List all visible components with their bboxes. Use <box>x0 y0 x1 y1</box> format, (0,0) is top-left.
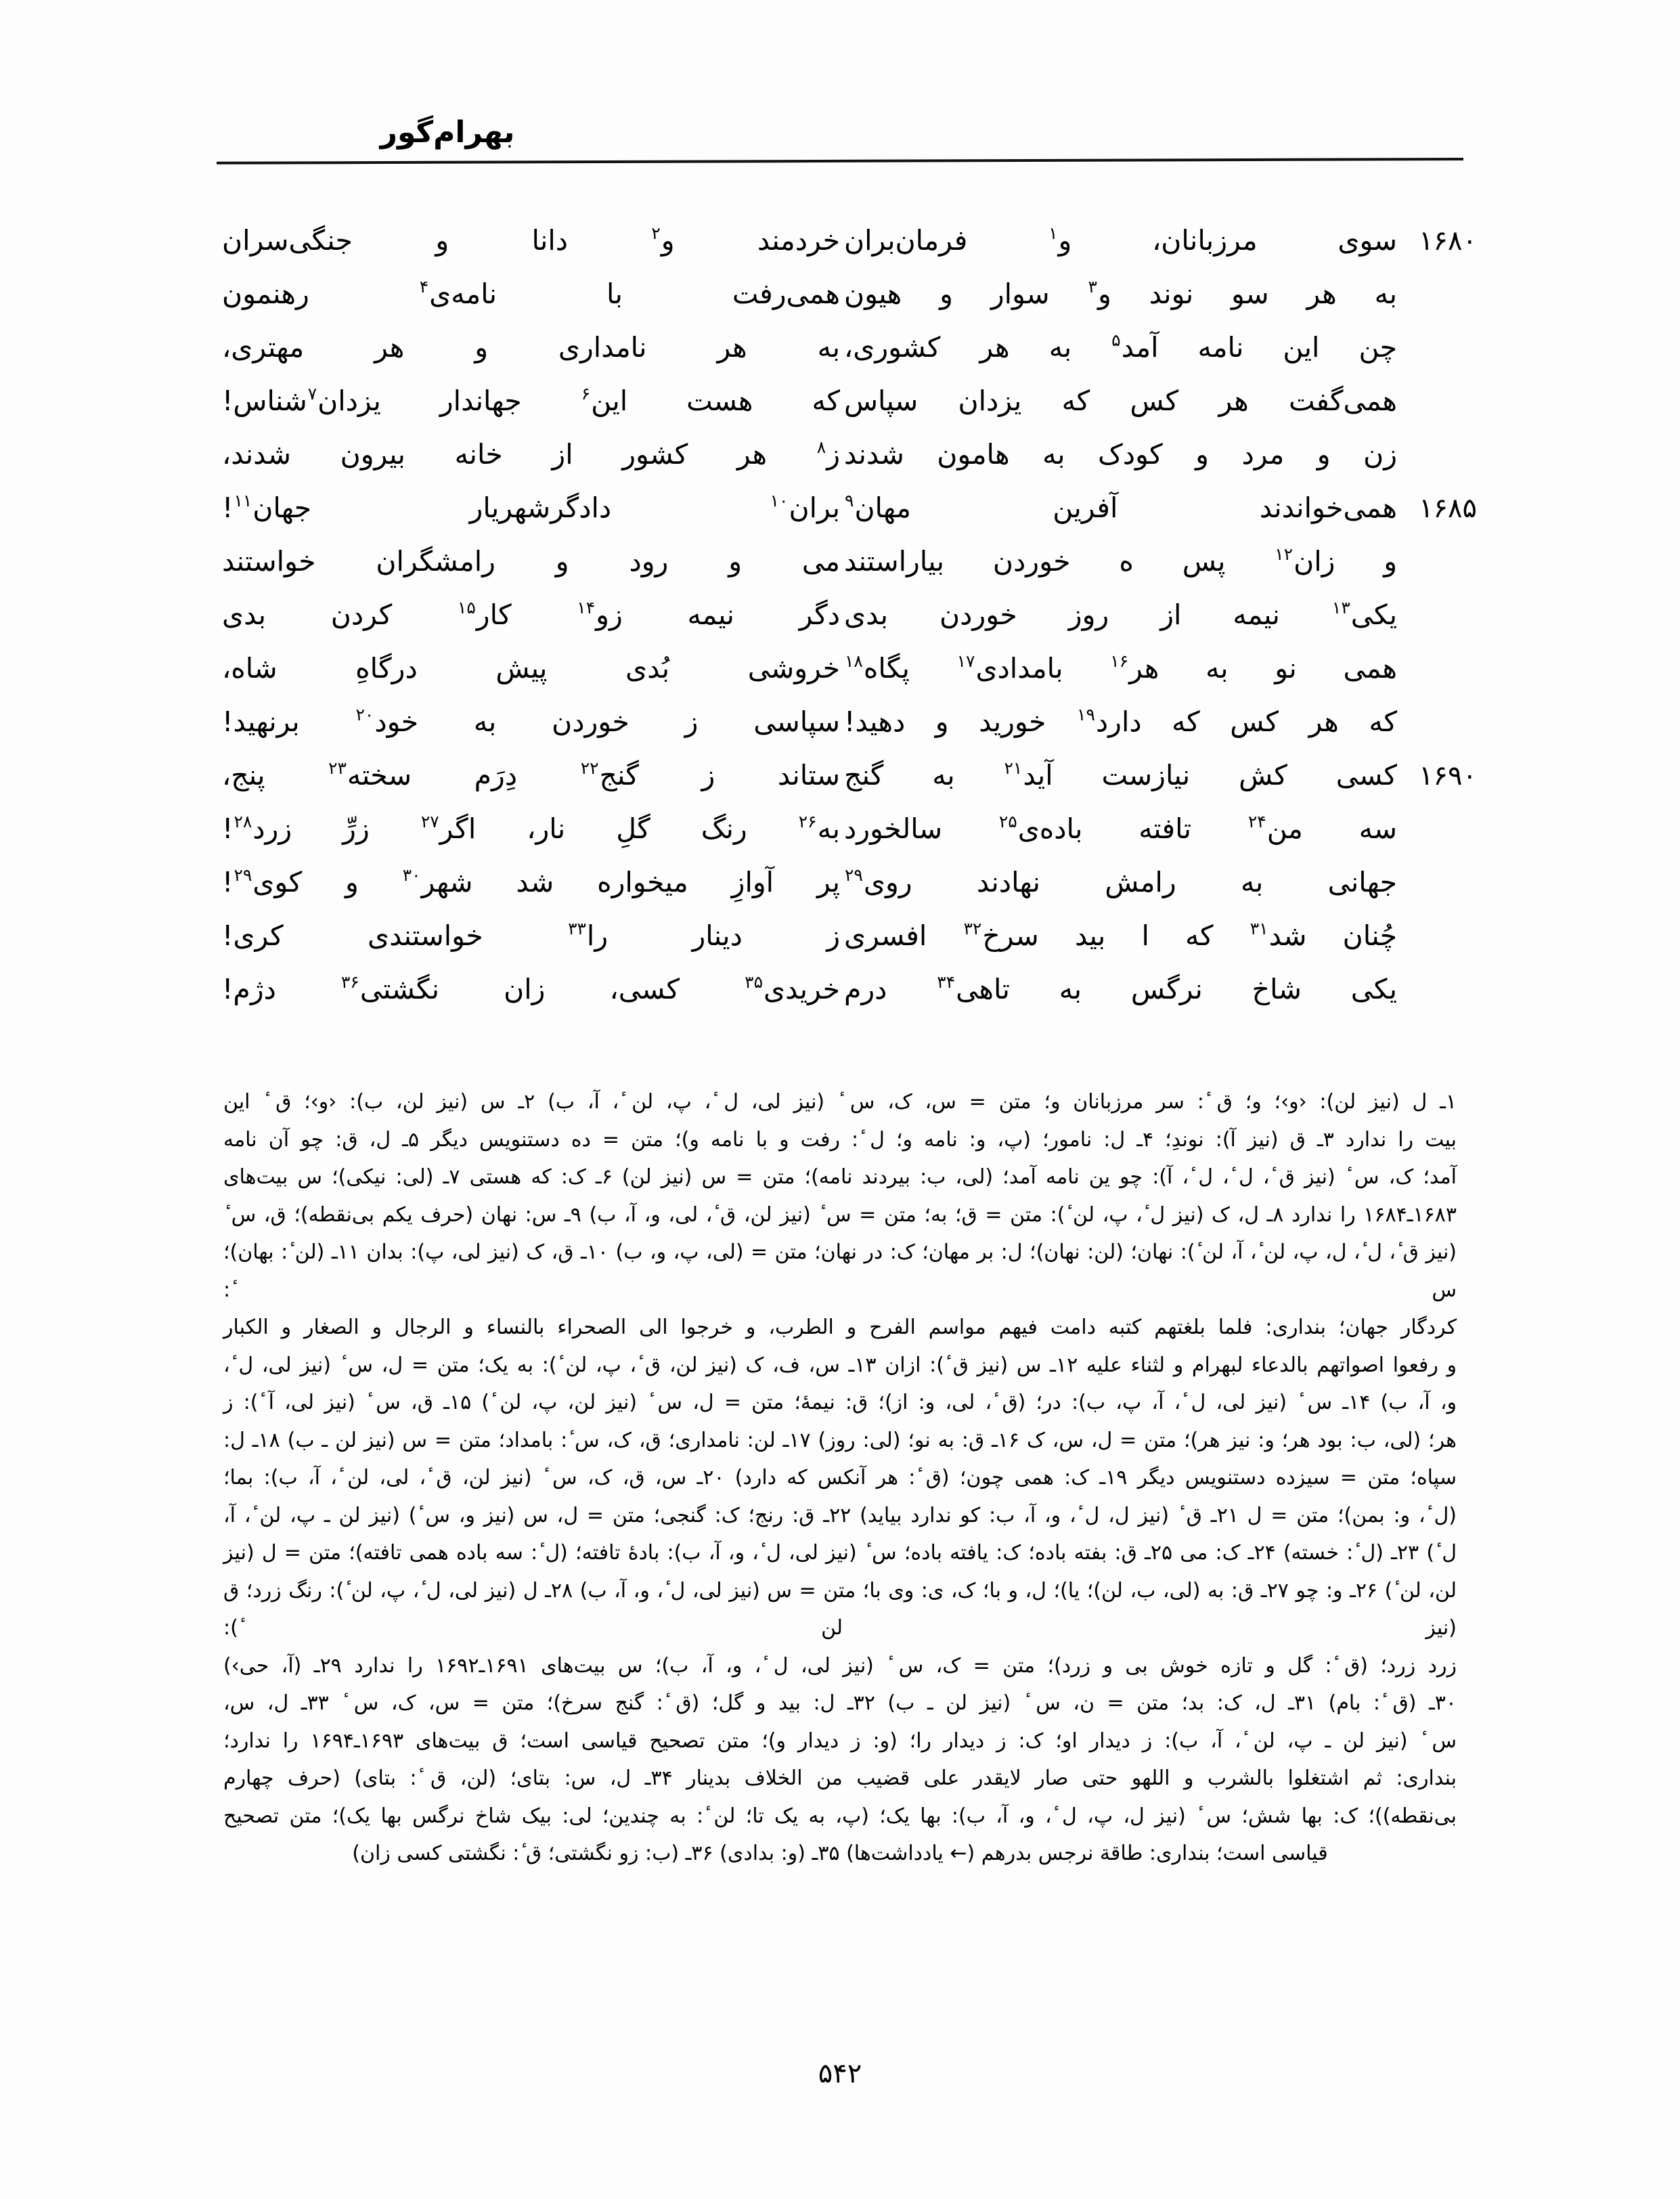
verse-number <box>1397 653 1477 684</box>
critical-apparatus <box>223 1083 1457 1873</box>
apparatus-line: ۳۰ـ (ق ٔ: بام) ۳۱ـ ل، ک: بد؛ متن = ن، س ٔ (نیز لن ـ ب) ۳۲ـ ل: بید و گل؛ (ق ٔ: گنج سرخ)؛ متن = س، ک، س ٔ ۳۳ـ ل، س، <box>223 1691 1457 1715</box>
hemistich-second <box>203 865 840 898</box>
hemistich-second <box>203 652 840 684</box>
hemistich-first <box>840 385 1477 417</box>
apparatus-line: س ٔ (نیز لن ـ پ، لن ٔ، آ، ب): ز دیدار او؛ ک: ز دیدار را؛ (و: ز دیدار و)؛ متن تصحیح قیاسی است؛ ق بیت‌های ۱۶۹۳ـ۱۶۹۴ را ندارد؛ <box>223 1728 1457 1753</box>
hemistich-second-text: خریدی$^{۳۵}$ کسی، زان نگشتی$^{۳۶}$ دژم! <box>222 972 840 1005</box>
hemistich-first-text: چن این نامه آمد$^۵$ به هر کشوری، <box>844 330 1397 364</box>
verse-number: ۱۶۸۰ <box>1419 225 1477 257</box>
verse-number <box>1397 546 1477 578</box>
hemistich-first-text: سه من$^{۲۴}$ تافته باده‌ی$^{۲۵}$ سالخورد <box>844 812 1397 845</box>
hemistich-first-text: به هر سو نوند و$^۳$ سوار و هیون <box>844 277 1398 310</box>
verse-number <box>1397 867 1477 898</box>
verse-line <box>203 651 1477 705</box>
hemistich-first <box>840 705 1477 738</box>
verse-line <box>203 437 1477 491</box>
apparatus-line: زرد زرد؛ (ق ٔ: گل و تازه خوش بی و زرد)؛ متن = ک، س ٔ (نیز لی، ل ٔ، و، آ، ب)؛ س بیت‌های ۱۶۹۱ـ۱۶۹۲ را ندارد ۲۹ـ (آ، حی›) <box>223 1653 1457 1678</box>
verse-line <box>203 812 1477 865</box>
verse-number: ۱۶۸۵ <box>1419 493 1477 524</box>
verse-line <box>203 865 1477 919</box>
hemistich-second <box>203 705 840 738</box>
hemistich-second-text: به$^{۲۶}$ رنگ گلِ نار، اگر$^{۲۷}$ زرِّ زرد$^{۲۸}$! <box>222 812 840 845</box>
hemistich-second-text: دگر نیمه زو$^{۱۴}$ کار$^{۱۵}$ کردن بدی <box>222 598 841 631</box>
verse-number <box>1397 974 1477 1005</box>
hemistich-second-text: ز$^۸$ هر کشور از خانه بیرون شدند، <box>222 437 840 471</box>
hemistich-second-text: خروشی بُدی پیش درگاهِ شاه، <box>222 652 840 684</box>
apparatus-line: و، آ، ب) ۱۴ـ س ٔ (نیز لی، ل ٔ، آ، پ، ب): در؛ (ق ٔ، لی، و: از)؛ ق: نیمهٔ؛ متن = ل، س ٔ (نیز لن، پ، لن ٔ) ۱۵ـ ق، س ٔ (نیز لی، آ ٔ): ز <box>223 1391 1457 1414</box>
hemistich-first <box>840 277 1477 310</box>
hemistich-first-text: سوی مرزبانان، و$^۱$ فرمان‌بران <box>844 223 1397 257</box>
apparatus-line: بیت را ندارد ۳ـ ق (نیز آ): نوندِ؛ ۴ـ ل: نامور؛ (پ، و: نامه و؛ ل ٔ: رفت و با نامه و)؛ متن = ده دستنویس دیگر ۵ـ ل، ق: چو آن نامه <box>223 1127 1457 1152</box>
verse-line <box>203 919 1477 972</box>
hemistich-second <box>203 598 840 631</box>
verse-number <box>1397 279 1477 310</box>
hemistich-second <box>203 277 840 310</box>
apparatus-line: (نیز ق ٔ، ل ٔ، ل، پ، لن ٔ، آ، لن ٔ): نهان؛ (لن: نهان)؛ ل: بر مهان؛ ک: در نهان؛ متن = (لی، پ، و، ب) ۱۰ـ ق، ک (نیز لی، پ): بدان ۱۱ـ (لن ٔ: بهان)؛ س ٔ: <box>223 1240 1457 1302</box>
page-number: ۵۴۲ <box>818 2058 862 2089</box>
hemistich-first-text: همی نو به هر$^{۱۶}$ بامدادی$^{۱۷}$ پگاه$^{۱۸}$ <box>845 651 1397 684</box>
hemistich-first <box>840 598 1477 631</box>
apparatus-line: ل ٔ) ۲۳ـ (ل ٔ: خسته) ۲۴ـ ک: می ۲۵ـ ق: بفته باده؛ ک: یافته باده؛ س ٔ (نیز لی، ل ٔ، و، آ، ب): بادهٔ تافته؛ (ل ٔ: سه باده همی تافته)؛ متن = ل (نیز <box>223 1541 1457 1565</box>
apparatus-line: ۱۶۸۳ـ۱۶۸۴ را ندارد ۸ـ ل، ک (نیز ل ٔ، پ، لن ٔ): متن = ق؛ به؛ متن = س ٔ (نیز لن، ق ٔ، لی، و، آ، ب) ۹ـ س: نهان (حرف یکم بی‌نقطه)؛ ق، س ٔ <box>223 1202 1457 1227</box>
hemistich-second-text: بران$^{۱۰}$ دادگرشهریار جهان$^{۱۱}$! <box>222 491 840 524</box>
verse-line <box>203 705 1477 758</box>
verse-number <box>1397 707 1477 738</box>
verse-number <box>1397 600 1477 631</box>
hemistich-second <box>203 437 840 471</box>
hemistich-second <box>203 491 840 524</box>
verse-number <box>1397 921 1477 952</box>
running-head-title: بهرام‌گور <box>380 115 515 150</box>
hemistich-second <box>203 812 840 845</box>
hemistich-first <box>840 865 1477 898</box>
hemistich-first-text: و زان$^{۱۲}$ پس ه خوردن بیاراستند <box>844 544 1397 578</box>
verse-number: ۱۶۹۰ <box>1419 760 1477 791</box>
apparatus-line: کردگار جهان؛ بنداری: فلما بلغتهم کتبه دامت فیهم مواسم الفرح و الطرب، و خرجوا الی الصحراء بالنساء و الرجال و الصغار و الکبار <box>223 1315 1457 1339</box>
apparatus-line: لن، لن ٔ) ۲۶ـ و: چو ۲۷ـ ق: به (لی، ب، لن)؛ یا)؛ ل، و با؛ ک، ی: وی با؛ متن = س (نیز لی، ل ٔ، و، آ، ب) ۲۸ـ ل (نیز لی، ل ٔ، پ، لن ٔ): رنگ زرد؛ ق (نیز لن ٔ): <box>223 1578 1457 1640</box>
apparatus-line: هر؛ (لی، ب: بود هر؛ و: نیز هر)؛ متن = ل، س، ک ۱۶ـ ق: به نو؛ (لی: روز) ۱۷ـ لن: نامداری؛ ق، ک، س ٔ: بامداد؛ متن = س (نیز لن ـ ب) ۱۸ـ ل: <box>223 1428 1457 1452</box>
verse-line <box>203 384 1477 437</box>
verse-number <box>1397 332 1477 364</box>
hemistich-second-text: ستاند ز گنج$^{۲۲}$ دِرَم سخته$^{۲۳}$ پنج، <box>222 758 840 791</box>
hemistich-first-text: که هر کس که دارد$^{۱۹}$ خورید و دهید! <box>844 705 1397 738</box>
hemistich-second <box>203 758 840 791</box>
hemistich-first <box>840 438 1477 471</box>
hemistich-second <box>203 919 840 952</box>
hemistich-first <box>840 223 1477 257</box>
running-head-block <box>217 115 1463 160</box>
hemistich-second-text: پر آوازِ میخواره شد شهر$^{۳۰}$ و کوی$^{۲۹}$! <box>222 865 840 898</box>
hemistich-second <box>203 545 840 578</box>
hemistich-second-text: ز دینار را$^{۳۳}$ خواستندی کری! <box>222 919 840 952</box>
verse-block <box>203 223 1477 1026</box>
verse-line <box>203 972 1477 1026</box>
verse-line <box>203 223 1477 277</box>
verse-line <box>203 758 1477 812</box>
hemistich-first <box>840 972 1477 1005</box>
verse-line <box>203 598 1477 651</box>
hemistich-second-text: همی‌رفت با نامه‌ی$^۴$ رهنمون <box>222 277 840 310</box>
verse-line <box>203 330 1477 384</box>
verse-line <box>203 491 1477 544</box>
apparatus-line: قیاسی است؛ بنداری: طاقة نرجس بدرهم (← یادداشت‌ها) ۳۵ـ (و: بدادی) ۳۶ـ (ب: زو نگشتی؛ ق ٔ: نگشتی کسی زان) <box>352 1842 1328 1865</box>
apparatus-line: آمد؛ ک، س ٔ (نیز ق ٔ، ل ٔ، ل ٔ، آ): چو ین نامه آمد؛ (لی، ب: بیردند نامه)؛ متن = س (نیز لن) ۶ـ ک: که هستی ۷ـ (لی: نیکی)؛ س بیت‌های <box>223 1165 1457 1189</box>
apparatus-line: و رفعوا اصواتهم بالدعاء لبهرام و لثناء علیه ۱۲ـ س (نیز ق ٔ): ازان ۱۳ـ س، ف، ک (نیز لن، ق ٔ، پ، لن ٔ): به یک؛ متن = ل، س ٔ (نیز لی، ل ٔ، <box>223 1353 1457 1377</box>
hemistich-first-text: چُنان شد$^{۳۱}$ که ا بید سرخ$^{۳۲}$ افسری <box>844 919 1397 952</box>
hemistich-first-text: یکی$^{۱۳}$ نیمه از روز خوردن بدی <box>844 598 1397 631</box>
hemistich-second <box>203 384 840 417</box>
hemistich-first <box>840 758 1477 791</box>
hemistich-first <box>840 330 1477 364</box>
hemistich-first <box>840 919 1477 952</box>
hemistich-first <box>840 491 1477 524</box>
header-rule <box>217 158 1463 165</box>
apparatus-line: بنداری: ثم اشتغلوا بالشرب و اللهو حتی صار لایقدر علی قضیب من الخلاف بدینار ۳۴ـ ل، س: بتای؛ (لن، ق ٔ: بتای) (حرف چهارم <box>223 1766 1457 1790</box>
hemistich-second <box>203 331 840 364</box>
hemistich-second-text: می و رود و رامشگران خواستند <box>222 545 840 578</box>
hemistich-second <box>203 972 840 1005</box>
hemistich-second <box>203 223 840 257</box>
hemistich-first-text: زن و مرد و کودک به هامون شدند <box>844 438 1397 471</box>
hemistich-first <box>840 651 1477 684</box>
hemistich-first <box>840 812 1477 845</box>
hemistich-first-text: یکی شاخ نرگس به تاهی$^{۳۴}$ درم <box>844 972 1397 1005</box>
hemistich-first-text: همی‌خواندند آفرین مهان$^۹$ <box>845 491 1397 524</box>
hemistich-second-text: سپاسی ز خوردن به خود$^{۲۰}$ برنهید! <box>222 705 840 738</box>
apparatus-line: (ل ٔ، و: بمن)؛ متن = ل ۲۱ـ ق ٔ (نیز ل، ل ٔ، و، آ، ب: کو ندارد بیاید) ۲۲ـ ق: رنج؛ ک: گنجی؛ متن = ل، س (نیز و، س ٔ) (نیز لن ـ پ، لن ٔ، آ، <box>223 1503 1457 1527</box>
hemistich-first-text: همی‌گفت هر کس که یزدان سپاس <box>844 385 1397 417</box>
hemistich-second-text: خردمند و$^۲$ دانا و جنگی‌سران <box>222 223 840 257</box>
verse-number <box>1397 439 1477 471</box>
verse-number <box>1397 386 1477 417</box>
apparatus-line: ۱ـ ل (نیز لن): ‹و›؛ و؛ ق ٔ: سر مرزبانان و؛ متن = س، ک، س ٔ (نیز لی، ل ٔ، پ، لن ٔ، آ، ب) ۲ـ س (نیز لن، ب): ‹و›؛ ق ٔ این <box>223 1090 1457 1114</box>
hemistich-first-text: جهانی به رامش نهادند روی$^{۲۹}$ <box>845 865 1397 898</box>
hemistich-first <box>840 544 1477 578</box>
verse-line <box>203 277 1477 330</box>
verse-number <box>1397 814 1477 845</box>
apparatus-line: بی‌نقطه))؛ ک: بها شش؛ س ٔ (نیز ل، پ، ل ٔ، و، آ، ب): بها یک؛ (پ، به یک تا؛ لن ٔ: به چندین؛ لی: بیک شاخ نرگس بها یک)؛ متن تصحیح <box>223 1804 1457 1828</box>
hemistich-second-text: که هست این$^۶$ جهاندار یزدان$^۷$‌شناس! <box>222 384 840 417</box>
hemistich-second-text: به هر نامداری و هر مهتری، <box>222 331 840 364</box>
verse-line <box>203 544 1477 598</box>
apparatus-line: سپاه؛ متن = سیزده دستنویس دیگر ۱۹ـ ک: همی چون؛ (ق ٔ: هر آنکس که دارد) ۲۰ـ س، ق، ک، س ٔ (نیز لن، ق ٔ، لی، لن ٔ، آ، ب): بما؛ <box>223 1466 1457 1489</box>
hemistich-first-text: کسی کش نیازست آید$^{۲۱}$ به گنج <box>844 758 1397 791</box>
